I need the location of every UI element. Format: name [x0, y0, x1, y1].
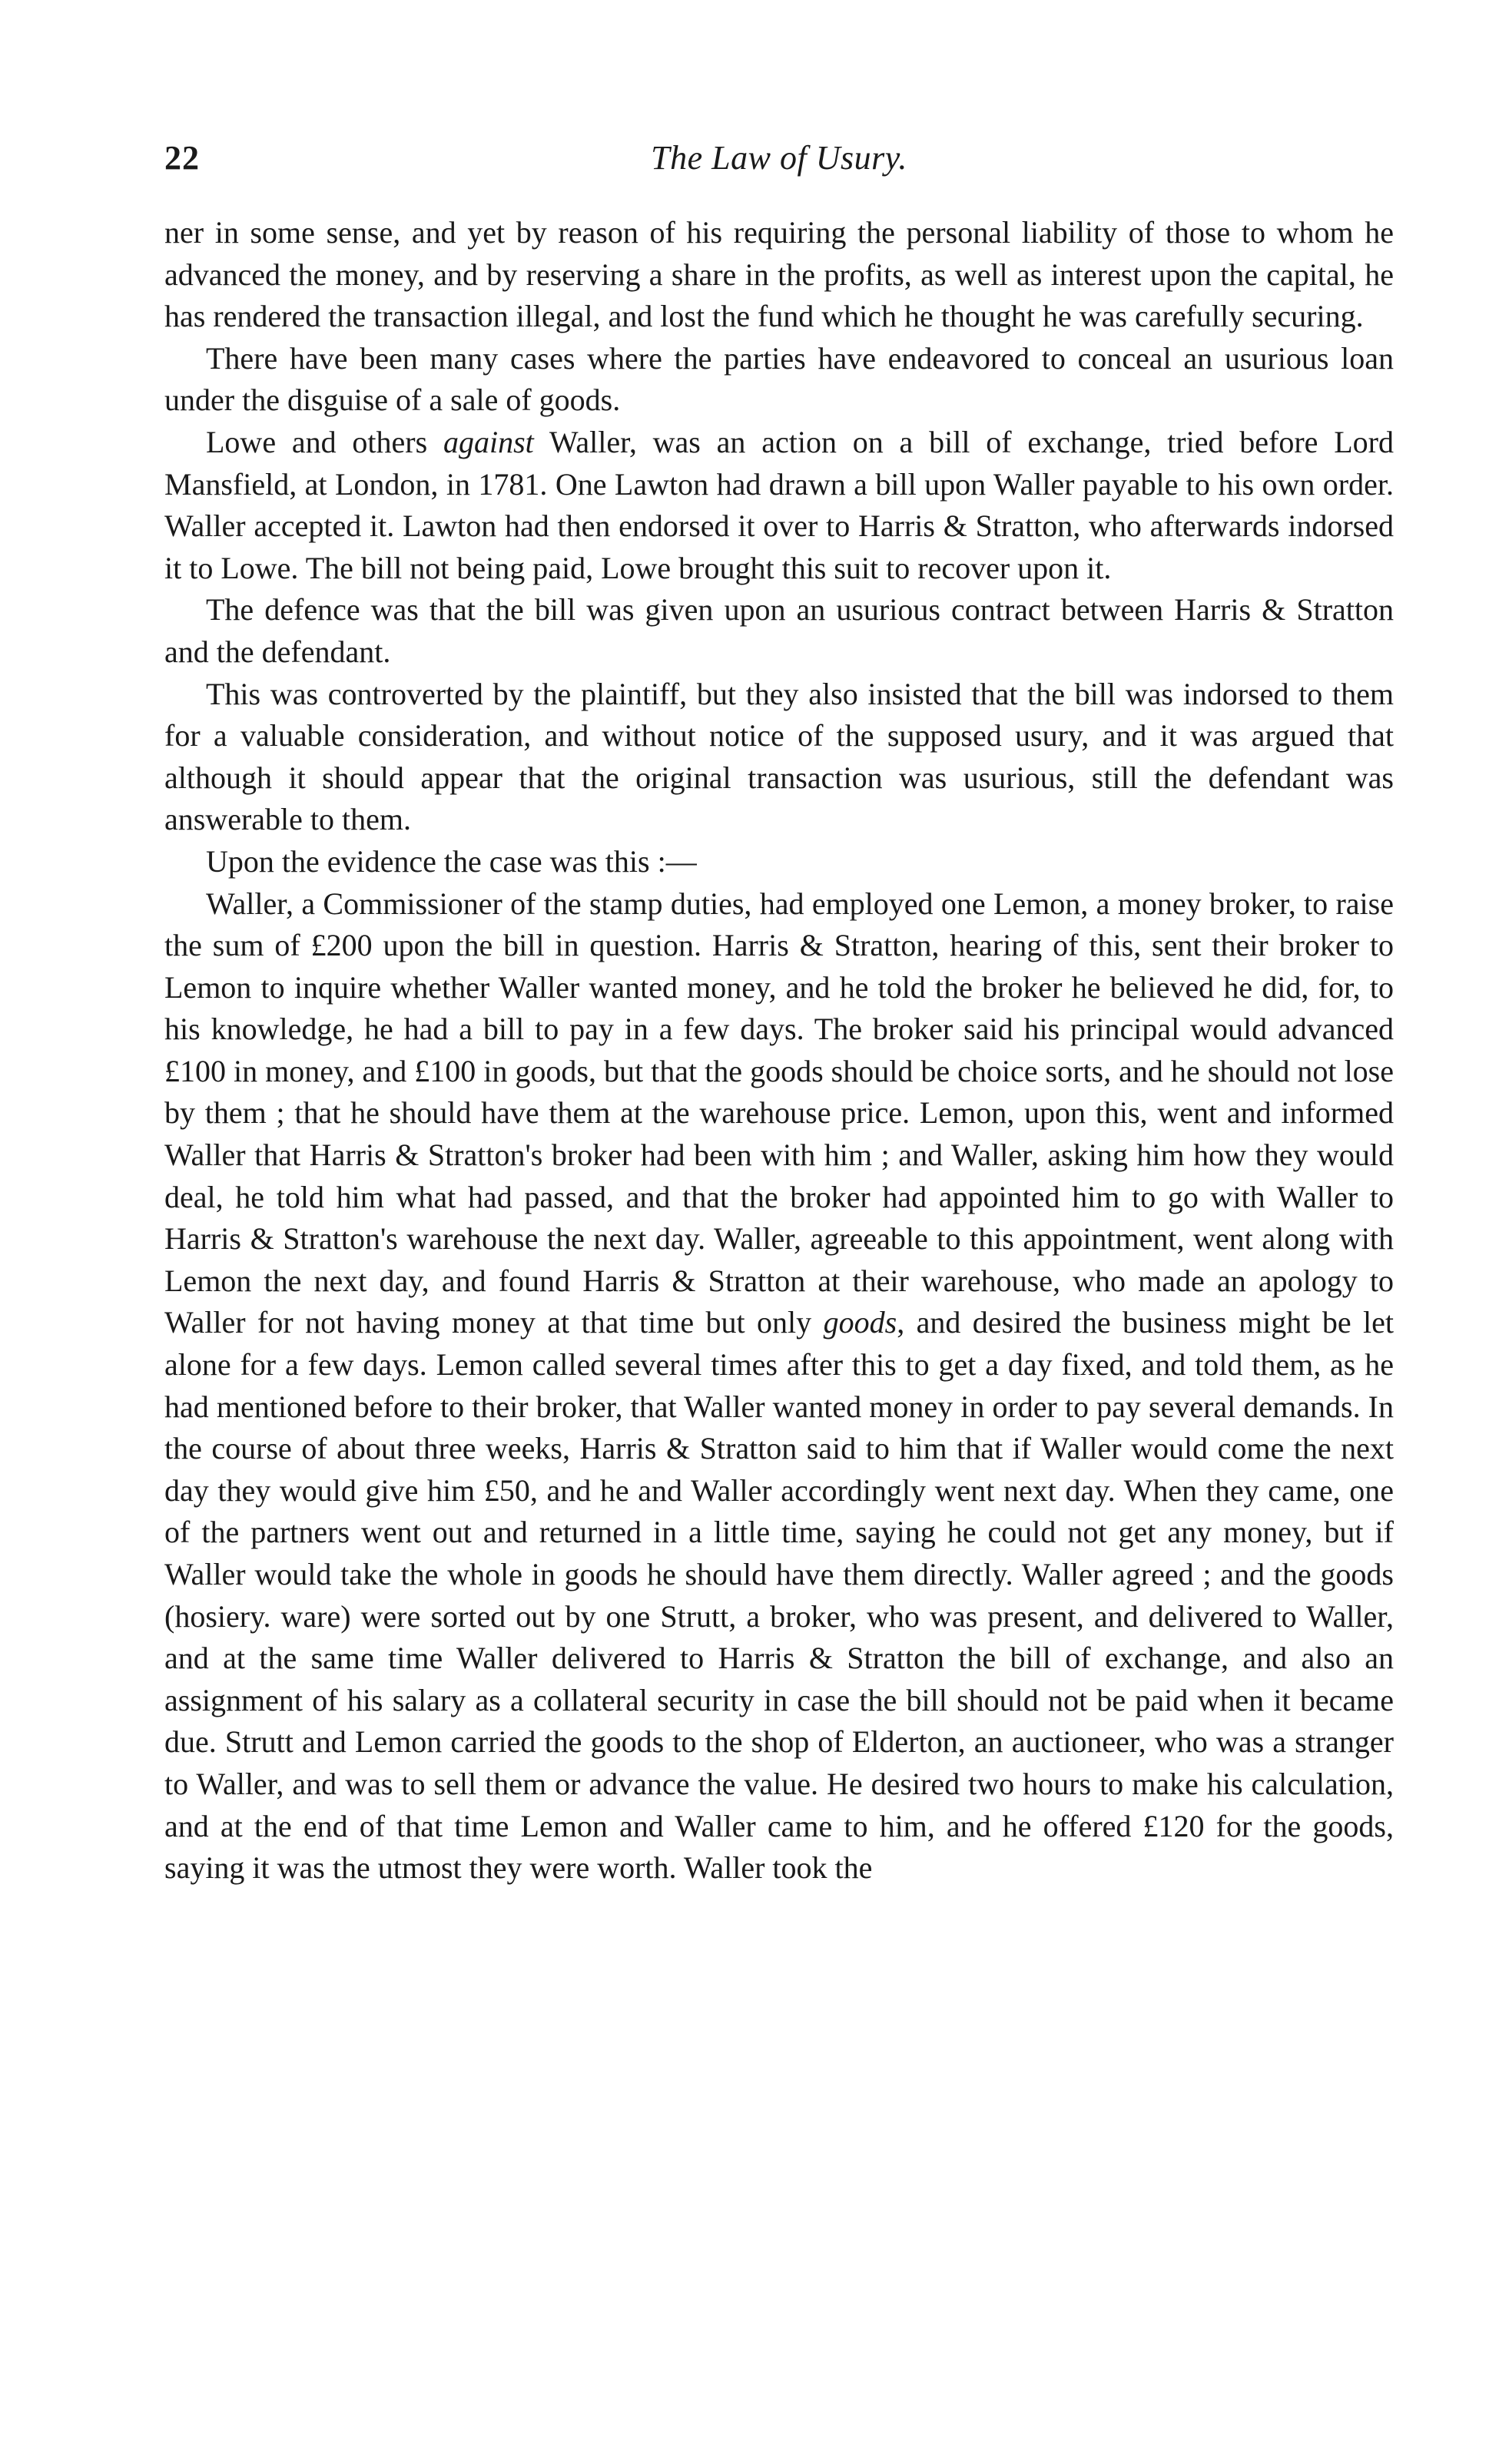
italic-term: goods — [823, 1305, 897, 1340]
paragraph — [164, 883, 1394, 1889]
paragraph-text: , and desired the business might be let alone for a few days. Lemon called several times after this to get a day fixed, and told them, as he had mentioned before to their broker, that Waller wanted money in order to pay several demands. In the course of about three weeks, Harris & Stratton said to him that if Waller would come the next day they would give him £50, and he and Waller accordingly went next day. When they came, one of the partners went out and returned in a little time, saying he could not get any money, but if Waller would take the whole in goods he should have them directly. Waller agreed ; and the goods (hosiery. ware) were sorted out by one Strutt, a broker, who was present, and delivered to Waller, and at the same time Waller delivered to Harris & Stratton the bill of exchange, and also an assignment of his salary as a collateral security in case the bill should not be paid when it became due. Strutt and Lemon carried the goods to the shop of Elderton, an auctioneer, who was a stranger to Waller, and was to sell them or advance the value. He desired two hours to make his calculation, and at the end of that time Lemon and Waller came to him, and he offered £120 for the goods, saying it was the utmost they were worth. Waller took the — [164, 1305, 1394, 1886]
paragraph: Upon the evidence the case was this :— — [206, 843, 697, 879]
paragraph-text: Lowe and others — [206, 424, 443, 459]
paragraph-text: Waller, was an action on a bill of exchange, tried before Lord Mansfield, at London, in 1781. One Lawton had drawn a bill upon Waller payable to his own order. Waller accepted it. Lawton had then endorsed it over to Harris & Stratton, who afterwards indorsed it to Lowe. The bill not being paid, Lowe brought this suit to recover upon it. — [164, 424, 1394, 585]
page-number: 22 — [164, 139, 200, 177]
body-text — [164, 212, 1394, 1889]
book-page — [164, 138, 1394, 1889]
italic-term: against — [443, 424, 534, 459]
running-head — [164, 138, 1394, 192]
running-title: The Law of Usury. — [651, 139, 907, 177]
paragraph: This was controverted by the plaintiff, but they also insisted that the bill was indorsed to them for a valuable consideration, and without notice of the supposed usury, and it was argued that although it should appear that the original transaction was usurious, still the defendant was answerable to them. — [164, 676, 1394, 837]
paragraph: The defence was that the bill was given upon an usurious contract between Harris & Stratton and the defendant. — [164, 592, 1394, 669]
paragraph-text: Waller, a Commissioner of the stamp duties, had employed one Lemon, a money broker, to raise the sum of £200 upon the bill in question. Harris & Stratton, hearing of this, sent their broker to Lemon to inquire whether Waller wanted money, and he told the broker he believed he did, for, to his knowledge, he had a bill to pay in a few days. The broker said his principal would advanced £100 in money, and £100 in goods, but that the goods should be choice sorts, and he should not lose by them ; that he should have them at the warehouse price. Lemon, upon this, went and informed Waller that Harris & Stratton's broker had been with him ; and Waller, asking him how they would deal, he told him what had passed, and that the broker had appointed him to go with Waller to Harris & Stratton's warehouse the next day. Waller, agreeable to this appointment, went along with Lemon the next day, and found Harris & Stratton at their warehouse, who made an apology to Waller for not having money at that time but only — [164, 886, 1394, 1340]
paragraph: There have been many cases where the parties have endeavored to conceal an usurious loan under the disguise of a sale of goods. — [164, 340, 1394, 418]
paragraph: ner in some sense, and yet by reason of his requiring the personal liability of those to whom he advanced the money, and by reserving a share in the profits, as well as interest upon the capital, he has rendered the transaction illegal, and lost the fund which he thought he was carefully securing. — [164, 215, 1394, 334]
paragraph — [164, 422, 1394, 589]
